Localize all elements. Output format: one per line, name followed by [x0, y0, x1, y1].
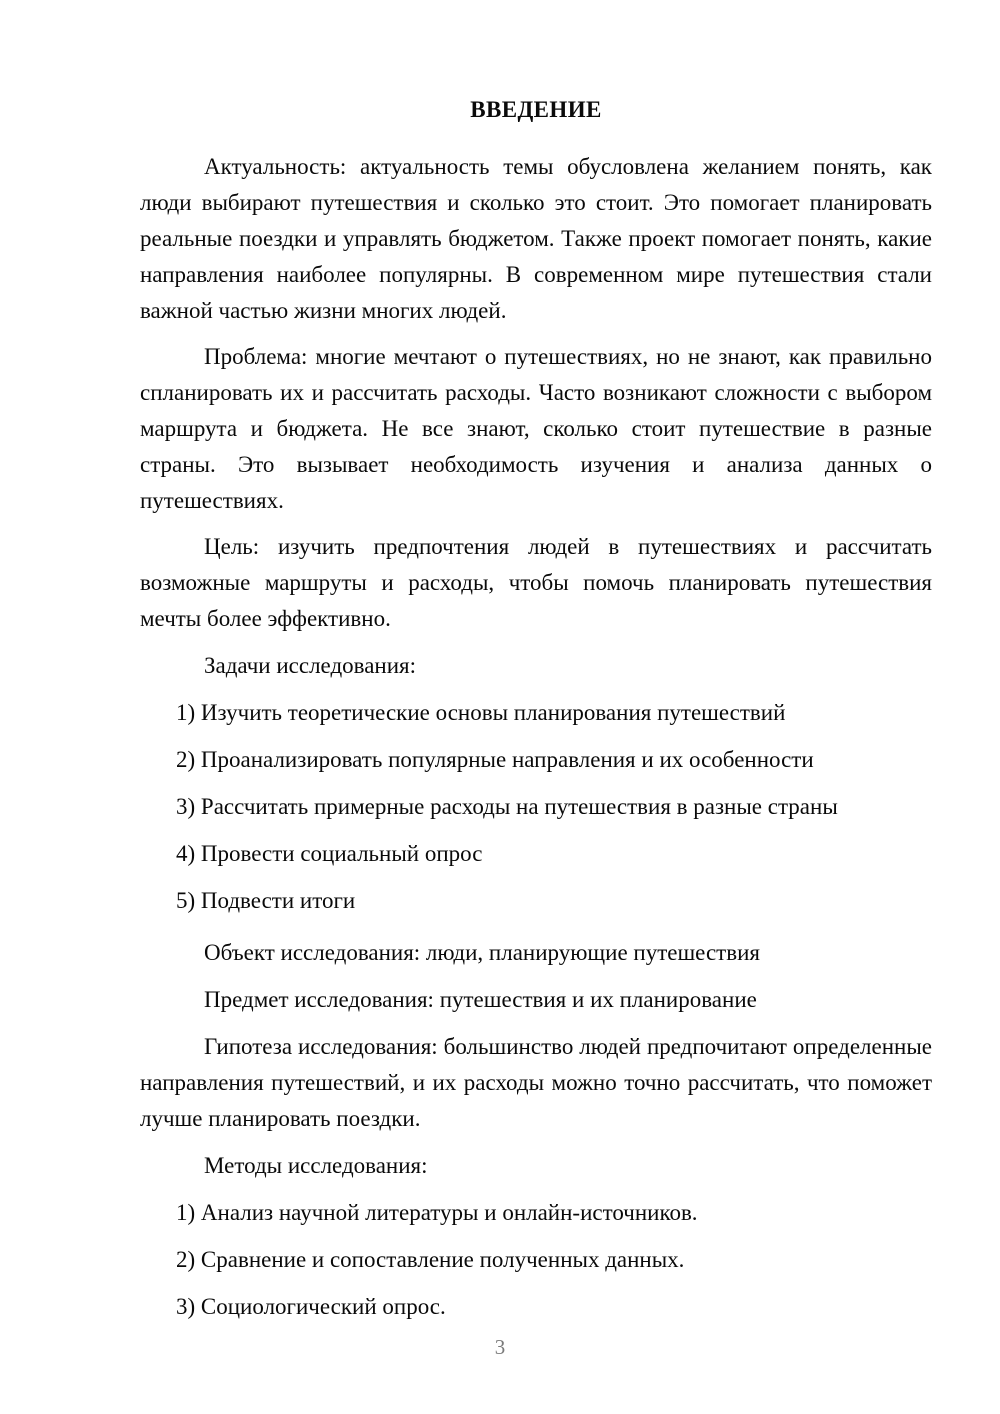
- document-content: [140, 0, 932, 1325]
- paragraph-problem: Проблема: многие мечтают о путешествиях, но не знают, как правильно спланировать их и рассчитать расходы. Часто возникают сложности с выбором маршрута и бюджета. Не все знают, сколько стоит путешествие в разные страны. Это вызывает необходимость изучения и анализа данных о путешествиях.: [140, 343, 932, 513]
- list-item: 1) Анализ научной литературы и онлайн-источников.: [176, 1199, 698, 1225]
- tasks-heading: Задачи исследования:: [204, 652, 417, 678]
- paragraph-goal: Цель: изучить предпочтения людей в путешествиях и рассчитать возможные маршруты и расходы, чтобы помочь планировать путешествия мечты более эффективно.: [140, 533, 932, 631]
- list-item: 2) Сравнение и сопоставление полученных данных.: [176, 1246, 685, 1272]
- research-subject: Предмет исследования: путешествия и их планирование: [204, 986, 757, 1012]
- list-item: 5) Подвести итоги: [176, 887, 356, 913]
- list-item: 3) Социологический опрос.: [176, 1293, 446, 1319]
- research-object: Объект исследования: люди, планирующие путешествия: [204, 939, 760, 965]
- list-item: 1) Изучить теоретические основы планирования путешествий: [176, 699, 786, 725]
- spacer: [140, 637, 932, 648]
- spacer: [140, 971, 932, 982]
- spacer: [140, 919, 932, 935]
- page-title: ВВЕДЕНИЕ: [470, 97, 602, 122]
- list-item: 2) Проанализировать популярные направления и их особенности: [176, 746, 814, 772]
- page-number: 3: [494, 1335, 506, 1359]
- methods-list: [140, 1195, 932, 1325]
- list-item: 3) Рассчитать примерные расходы на путешествия в разные страны: [176, 793, 838, 819]
- list-item: 4) Провести социальный опрос: [176, 840, 483, 866]
- spacer: [140, 1137, 932, 1148]
- methods-heading: Методы исследования:: [204, 1152, 428, 1178]
- spacer: [140, 1018, 932, 1029]
- paragraph-hypothesis: Гипотеза исследования: большинство людей предпочитают определенные направления путешествий, и их расходы можно точно рассчитать, что поможет лучше планировать поездки.: [140, 1033, 932, 1131]
- tasks-list: [140, 695, 932, 919]
- paragraph-relevance: Актуальность: актуальность темы обусловлена желанием понять, как люди выбирают путешествия и сколько это стоит. Это помогает планировать реальные поездки и управлять бюджетом. Также проект помогает понять, какие направления наиболее популярны. В современном мире путешествия стали важной частью жизни многих людей.: [140, 153, 932, 323]
